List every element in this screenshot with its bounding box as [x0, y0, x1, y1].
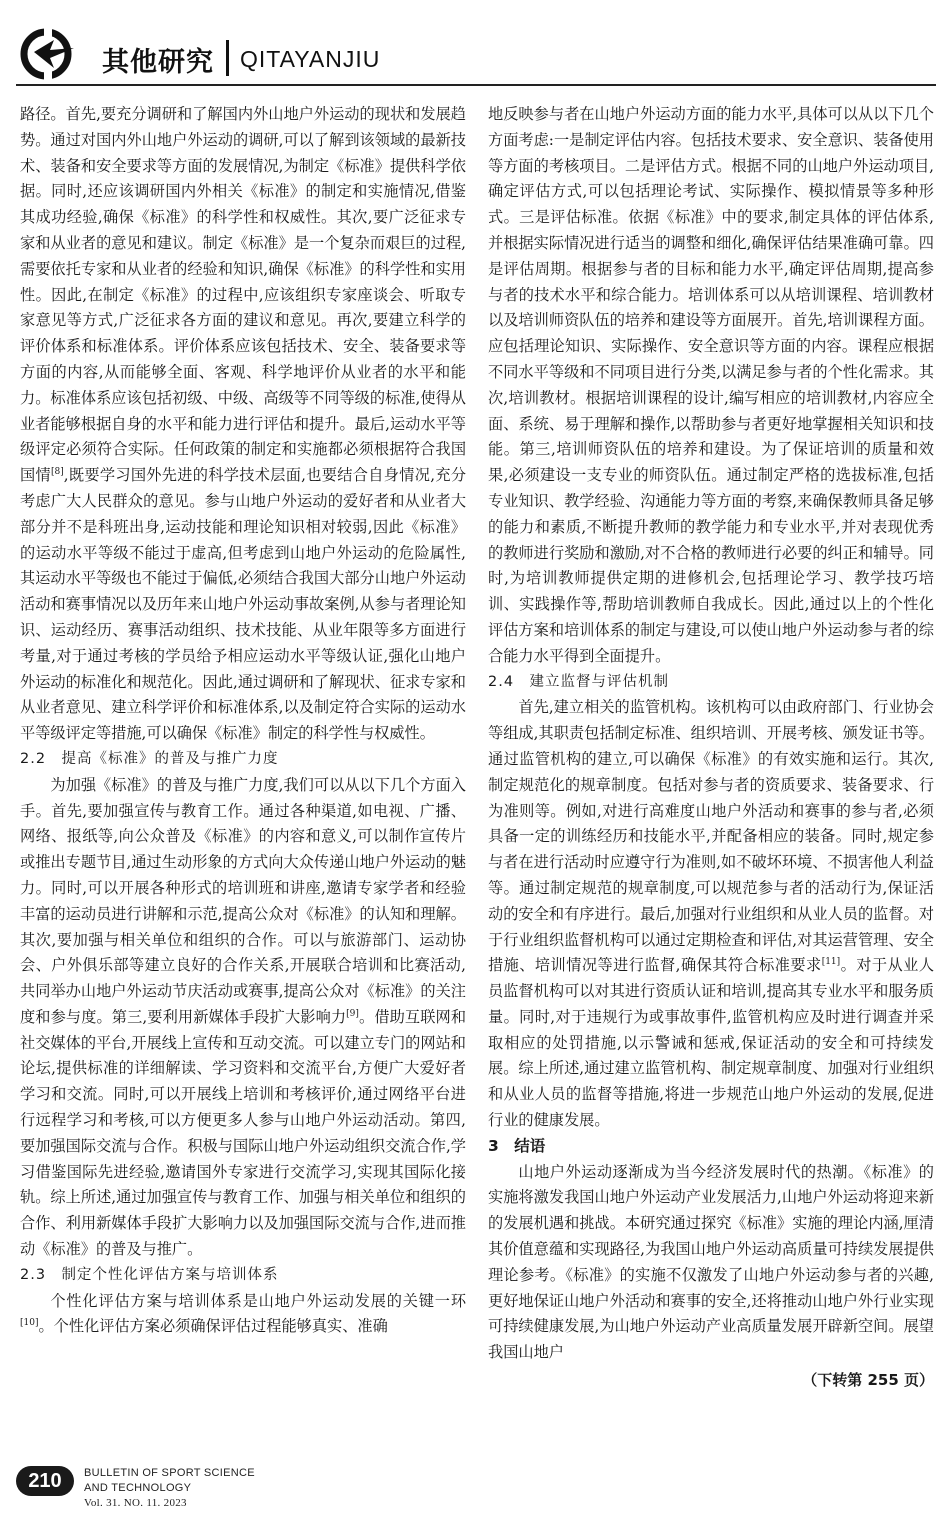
section-title: 其他研究	[102, 47, 214, 78]
body-paragraph: 地反映参与者在山地户外运动方面的能力水平,具体可以从以下几个方面考虑:一是制定评估内容。包括技术要求、安全意识、装备使用等方面的考核项目。二是评估方式。根据不同的山地户外运动项目,确定评估方式,可以包括理论考试、实际操作、模拟情景等多种形式。三是评估标准。依据《标准》中的要求,制定具体的评估体系,并根据实际情况进行适当的调整和细化,确保评估结果准确可靠。四是评估周期。根据参与者的目标和能力水平,确定评估周期,提高参与者的技术水平和综合能力。培训体系可以从培训课程、培训教材以及培训师资队伍的培养和建设等方面展开。首先,培训课程方面。应包括理论知识、实际操作、安全意识等方面的内容。课程应根据不同水平等级和不同项目进行分类,以满足参与者的个性化需求。其次,培训教材。根据培训课程的设计,编写相应的培训教材,内容应全面、系统、易于理解和操作,以帮助参与者更好地掌握相关知识和技能。第三,培训师资队伍的培养和建设。为了保证培训的质量和效果,必须建设一支专业的师资队伍。通过制定严格的选拔标准,包括专业知识、教学经验、沟通能力等方面的考察,来确保教师具备足够的能力和素质,不断提升教师的教学能力和专业水平,并对表现优秀的教师进行奖励和激励,对不合格的教师进行必要的纠正和辅导。同时,为培训教师提供定期的进修机会,包括理论学习、教学技巧培训、实践操作等,帮助培训教师自我成长。因此,通过以上的个性化评估方案和培训体系的制定与建设,可以使山地户外运动参与者的综合能力水平得到全面提升。	[488, 105, 934, 665]
journal-info	[84, 1466, 255, 1511]
continued-note: （下转第 255 页）	[802, 1371, 934, 1390]
journal-name-line2: AND TECHNOLOGY	[84, 1482, 192, 1494]
section-heading-2-4: 2.4 建立监督与评估机制	[488, 673, 670, 690]
section-heading-2-3: 2.3 制定个性化评估方案与培训体系	[20, 1266, 279, 1283]
body-paragraph: 山地户外运动逐渐成为当今经济发展时代的热潮。《标准》的实施将激发我国山地户外运动产业发展活力,山地户外运动将迎来新的发展机遇和挑战。本研究通过探究《标准》实施的理论内涵,厘清其价值意蕴和实现路径,为我国山地户外运动高质量可持续发展提供理论参考。《标准》的实施不仅激发了山地户外运动参与者的兴趣,更好地保证山地户外活动和赛事的安全,还将推动山地户外行业实现可持续健康发展,为山地户外运动产业高质量发展开辟新空间。展望我国山地户	[488, 1162, 934, 1362]
journal-logo-icon	[20, 28, 80, 80]
journal-name-line1: BULLETIN OF SPORT SCIENCE	[84, 1467, 255, 1479]
header-divider	[226, 40, 229, 76]
citation: [10]	[20, 1318, 39, 1329]
left-column	[20, 102, 466, 1340]
page-footer	[16, 1466, 936, 1526]
journal-volume: Vol. 31. NO. 11. 2023	[84, 1497, 187, 1509]
page-header	[16, 22, 936, 92]
body-paragraph: 路径。首先,要充分调研和了解国内外山地户外运动的现状和发展趋势。通过对国内外山地户外运动的调研,可以了解到该领域的最新技术、装备和安全要求等方面的发展情况,为制定《标准》提供科学依据。同时,还应该调研国内外相关《标准》的制定和实施情况,借鉴其成功经验,确保《标准》的科学性和权威性。其次,要广泛征求专家和从业者的意见和建议。制定《标准》是一个复杂而艰巨的过程,需要依托专家和从业者的经验和知识,确保《标准》的科学性和实用性。因此,在制定《标准》的过程中,应该组织专家座谈会、听取专家意见等方式,广泛征求各方面的建议和意见。再次,要建立科学的评价体系和标准体系。评价体系应该包括技术、安全、装备要求等方面的内容,从而能够全面、客观、科学地评价从业者的水平和能力。标准体系应该包括初级、中级、高级等不同等级的标准,使得从业者能够根据自身的水平和能力进行评估和提升。最后,运动水平等级评定必须符合实际。任何政策的制定和实施都必须根据符合我国国情[8],既要学习国外先进的科学技术层面,也要结合自身情况,充分考虑广大人民群众的意见。参与山地户外运动的爱好者和从业者大部分并不是科班出身,运动技能和理论知识相对较弱,因此《标准》的运动水平等级不能过于虚高,但考虑到山地户外运动的危险属性,其运动水平等级也不能过于偏低,必须结合我国大部分山地户外运动活动和赛事情况以及历年来山地户外运动事故案例,从参与者理论知识、运动经历、赛事活动组织、技术技能、从业年限等多方面进行考量,对于通过考核的学员给予相应运动水平等级认证,强化山地户外运动的标准化和规范化。因此,通过调研和了解现状、征求专家和从业者意见、建立科学评价和标准体系,以及制定符合实际的运动水平等级评定等措施,可以确保《标准》制定的科学性与权威性。	[20, 105, 467, 743]
body-paragraph: 为加强《标准》的普及与推广力度,我们可以从以下几个方面入手。首先,要加强宣传与教育工作。通过各种渠道,如电视、广播、网络、报纸等,向公众普及《标准》的内容和意义,可以制作宣传片或推出专题节目,通过生动形象的方式向大众传递山地户外运动的魅力。同时,可以开展各种形式的培训班和讲座,邀请专家学者和经验丰富的运动员进行讲解和示范,提高公众对《标准》的认知和理解。其次,要加强与相关单位和组织的合作。可以与旅游部门、运动协会、户外俱乐部等建立良好的合作关系,开展联合培训和比赛活动,共同举办山地户外运动节庆活动或赛事,提高公众对《标准》的关注度和参与度。第三,要利用新媒体手段扩大影响力[9]。借助互联网和社交媒体的平台,开展线上宣传和互动交流。可以建立专门的网站和论坛,提供标准的详细解读、学习资料和交流平台,方便广大爱好者学习和交流。同时,可以开展线上培训和考核评价,通过网络平台进行远程学习和考核,可以方便更多人参与山地户外运动活动。第四,要加强国际交流与合作。积极与国际山地户外运动组织交流合作,学习借鉴国际先进经验,邀请国外专家进行交流学习,实现其国际化接轨。综上所述,通过加强宣传与教育工作、加强与相关单位和组织的合作、利用新媒体手段扩大影响力以及加强国际交流与合作,进而推动《标准》的普及与推广。	[20, 775, 466, 1259]
page-number: 210	[16, 1466, 74, 1496]
section-heading-3: 3 结语	[488, 1136, 546, 1155]
body-paragraph: 个性化评估方案与培训体系是山地户外运动发展的关键一环[10]。个性化评估方案必须确保评估过程能够真实、准确	[20, 1291, 466, 1336]
section-title-pinyin: QITAYANJIU	[240, 46, 381, 72]
citation: [11]	[821, 957, 841, 968]
section-heading-2-2: 2.2 提高《标准》的普及与推广力度	[20, 750, 279, 767]
citation: [8]	[50, 467, 64, 478]
body-paragraph: 首先,建立相关的监管机构。该机构可以由政府部门、行业协会等组成,其职责包括制定标准、组织培训、开展考核、颁发证书等。通过监管机构的建立,可以确保《标准》的有效实施和运行。其次,制定规范化的规章制度。包括对参与者的资质要求、装备要求、行为准则等。例如,对进行高难度山地户外活动和赛事的参与者,必须具备一定的训练经历和技能水平,并配备相应的装备。同时,规定参与者在进行活动时应遵守行为准则,如不破坏环境、不损害他人利益等。通过制定规范的规章制度,可以规范参与者的活动行为,保证活动的安全和有序进行。最后,加强对行业组织和从业人员的监督。对于行业组织监督机构可以通过定期检查和评估,对其运营管理、安全措施、培训情况等进行监督,确保其符合标准要求[11]。对于从业人员监督机构可以对其进行资质认证和培训,提高其专业水平和服务质量。同时,对于违规行为或事故事件,监管机构应及时进行调查并采取相应的处罚措施,以示警诫和惩戒,保证活动的安全和可持续发展。综上所述,通过建立监管机构、制定规章制度、加强对行业组织和从业人员的监督等措施,将进一步规范山地户外运动的发展,促进行业的健康发展。	[488, 698, 935, 1130]
right-column	[488, 102, 934, 1394]
header-rule	[16, 84, 936, 86]
citation: [9]	[346, 1008, 359, 1019]
